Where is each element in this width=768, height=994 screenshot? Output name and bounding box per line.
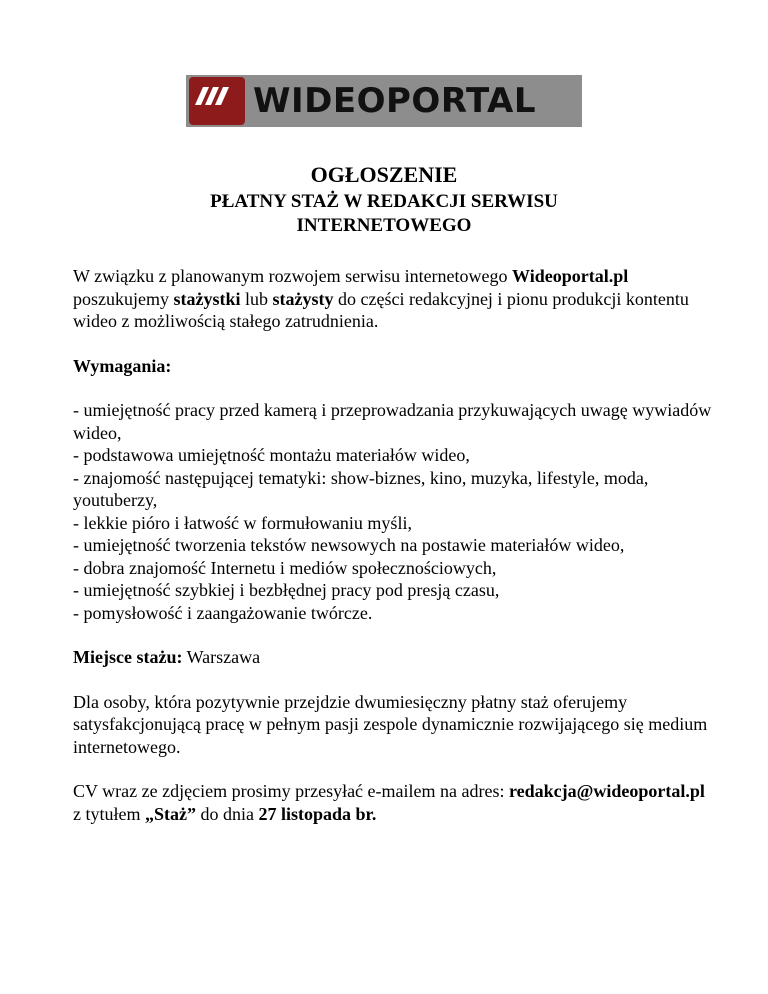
announcement-body xyxy=(73,265,713,825)
intro-text: lub xyxy=(240,288,273,309)
location-line xyxy=(73,646,713,669)
list-item: - dobra znajomość Internetu i mediów społecznościowych, xyxy=(73,557,497,578)
contact-paragraph xyxy=(73,780,713,825)
list-item: - umiejętność pracy przed kamerą i przeprowadzania przykuwających uwagę wywiadów wideo, xyxy=(73,400,712,443)
offer-paragraph: Dla osoby, która pozytywnie przejdzie dwumiesięczny płatny staż oferujemy satysfakcjonującą pracę w pełnym pasji zespole dynamicznie rozwijającego się medium internetowego. xyxy=(73,691,708,757)
email-subject: „Staż” xyxy=(144,803,196,824)
contact-text: z tytułem xyxy=(73,803,145,824)
requirements-list xyxy=(73,399,713,624)
list-item: - znajomość następującej tematyki: show-biznes, kino, muzyka, lifestyle, moda, youtuberzy, xyxy=(73,467,649,510)
three-slash-logo-icon xyxy=(189,77,245,125)
intern-male: stażysty xyxy=(272,288,334,309)
list-item: - umiejętność tworzenia tekstów newsowych na postawie materiałów wideo, xyxy=(73,535,625,555)
intro-text: do części redakcyjnej i pionu produkcji kontentu wideo z możliwością stałego zatrudnienia. xyxy=(73,288,689,331)
deadline: 27 listopada br. xyxy=(258,803,377,824)
list-item: - podstawowa umiejętność montażu materiałów wideo, xyxy=(73,445,470,465)
contact-text: CV wraz ze zdjęciem prosimy przesyłać e-mailem na adres: xyxy=(73,781,509,801)
wideoportal-logo xyxy=(186,75,582,127)
page-subtitle: PŁATNY STAŻ W REDAKCJI SERWISU INTERNETOWEGO xyxy=(210,191,558,236)
intro-text: poszukujemy xyxy=(73,288,174,309)
page-title: OGŁOSZENIE xyxy=(310,162,458,187)
logo-text: WIDEOPORTAL xyxy=(253,81,537,121)
contact-text: do dnia xyxy=(195,803,259,824)
list-item: - umiejętność szybkiej i bezbłędnej pracy pod presją czasu, xyxy=(73,580,500,600)
contact-email[interactable]: redakcja@wideoportal.pl xyxy=(508,781,705,801)
intern-female: stażystki xyxy=(173,288,241,309)
location-label: Miejsce stażu: xyxy=(73,647,183,667)
location-value: Warszawa xyxy=(182,647,261,667)
requirements-heading-text: Wymagania: xyxy=(73,355,172,376)
site-name: Wideoportal.pl xyxy=(512,266,629,286)
list-item: - pomysłowość i zaangażowanie twórcze. xyxy=(73,602,373,623)
intro-text: W związku z planowanym rozwojem serwisu internetowego xyxy=(73,266,513,286)
requirements-heading xyxy=(73,355,713,378)
list-item: - lekkie pióro i łatwość w formułowaniu myśli, xyxy=(73,512,412,533)
intro-paragraph xyxy=(73,265,713,333)
